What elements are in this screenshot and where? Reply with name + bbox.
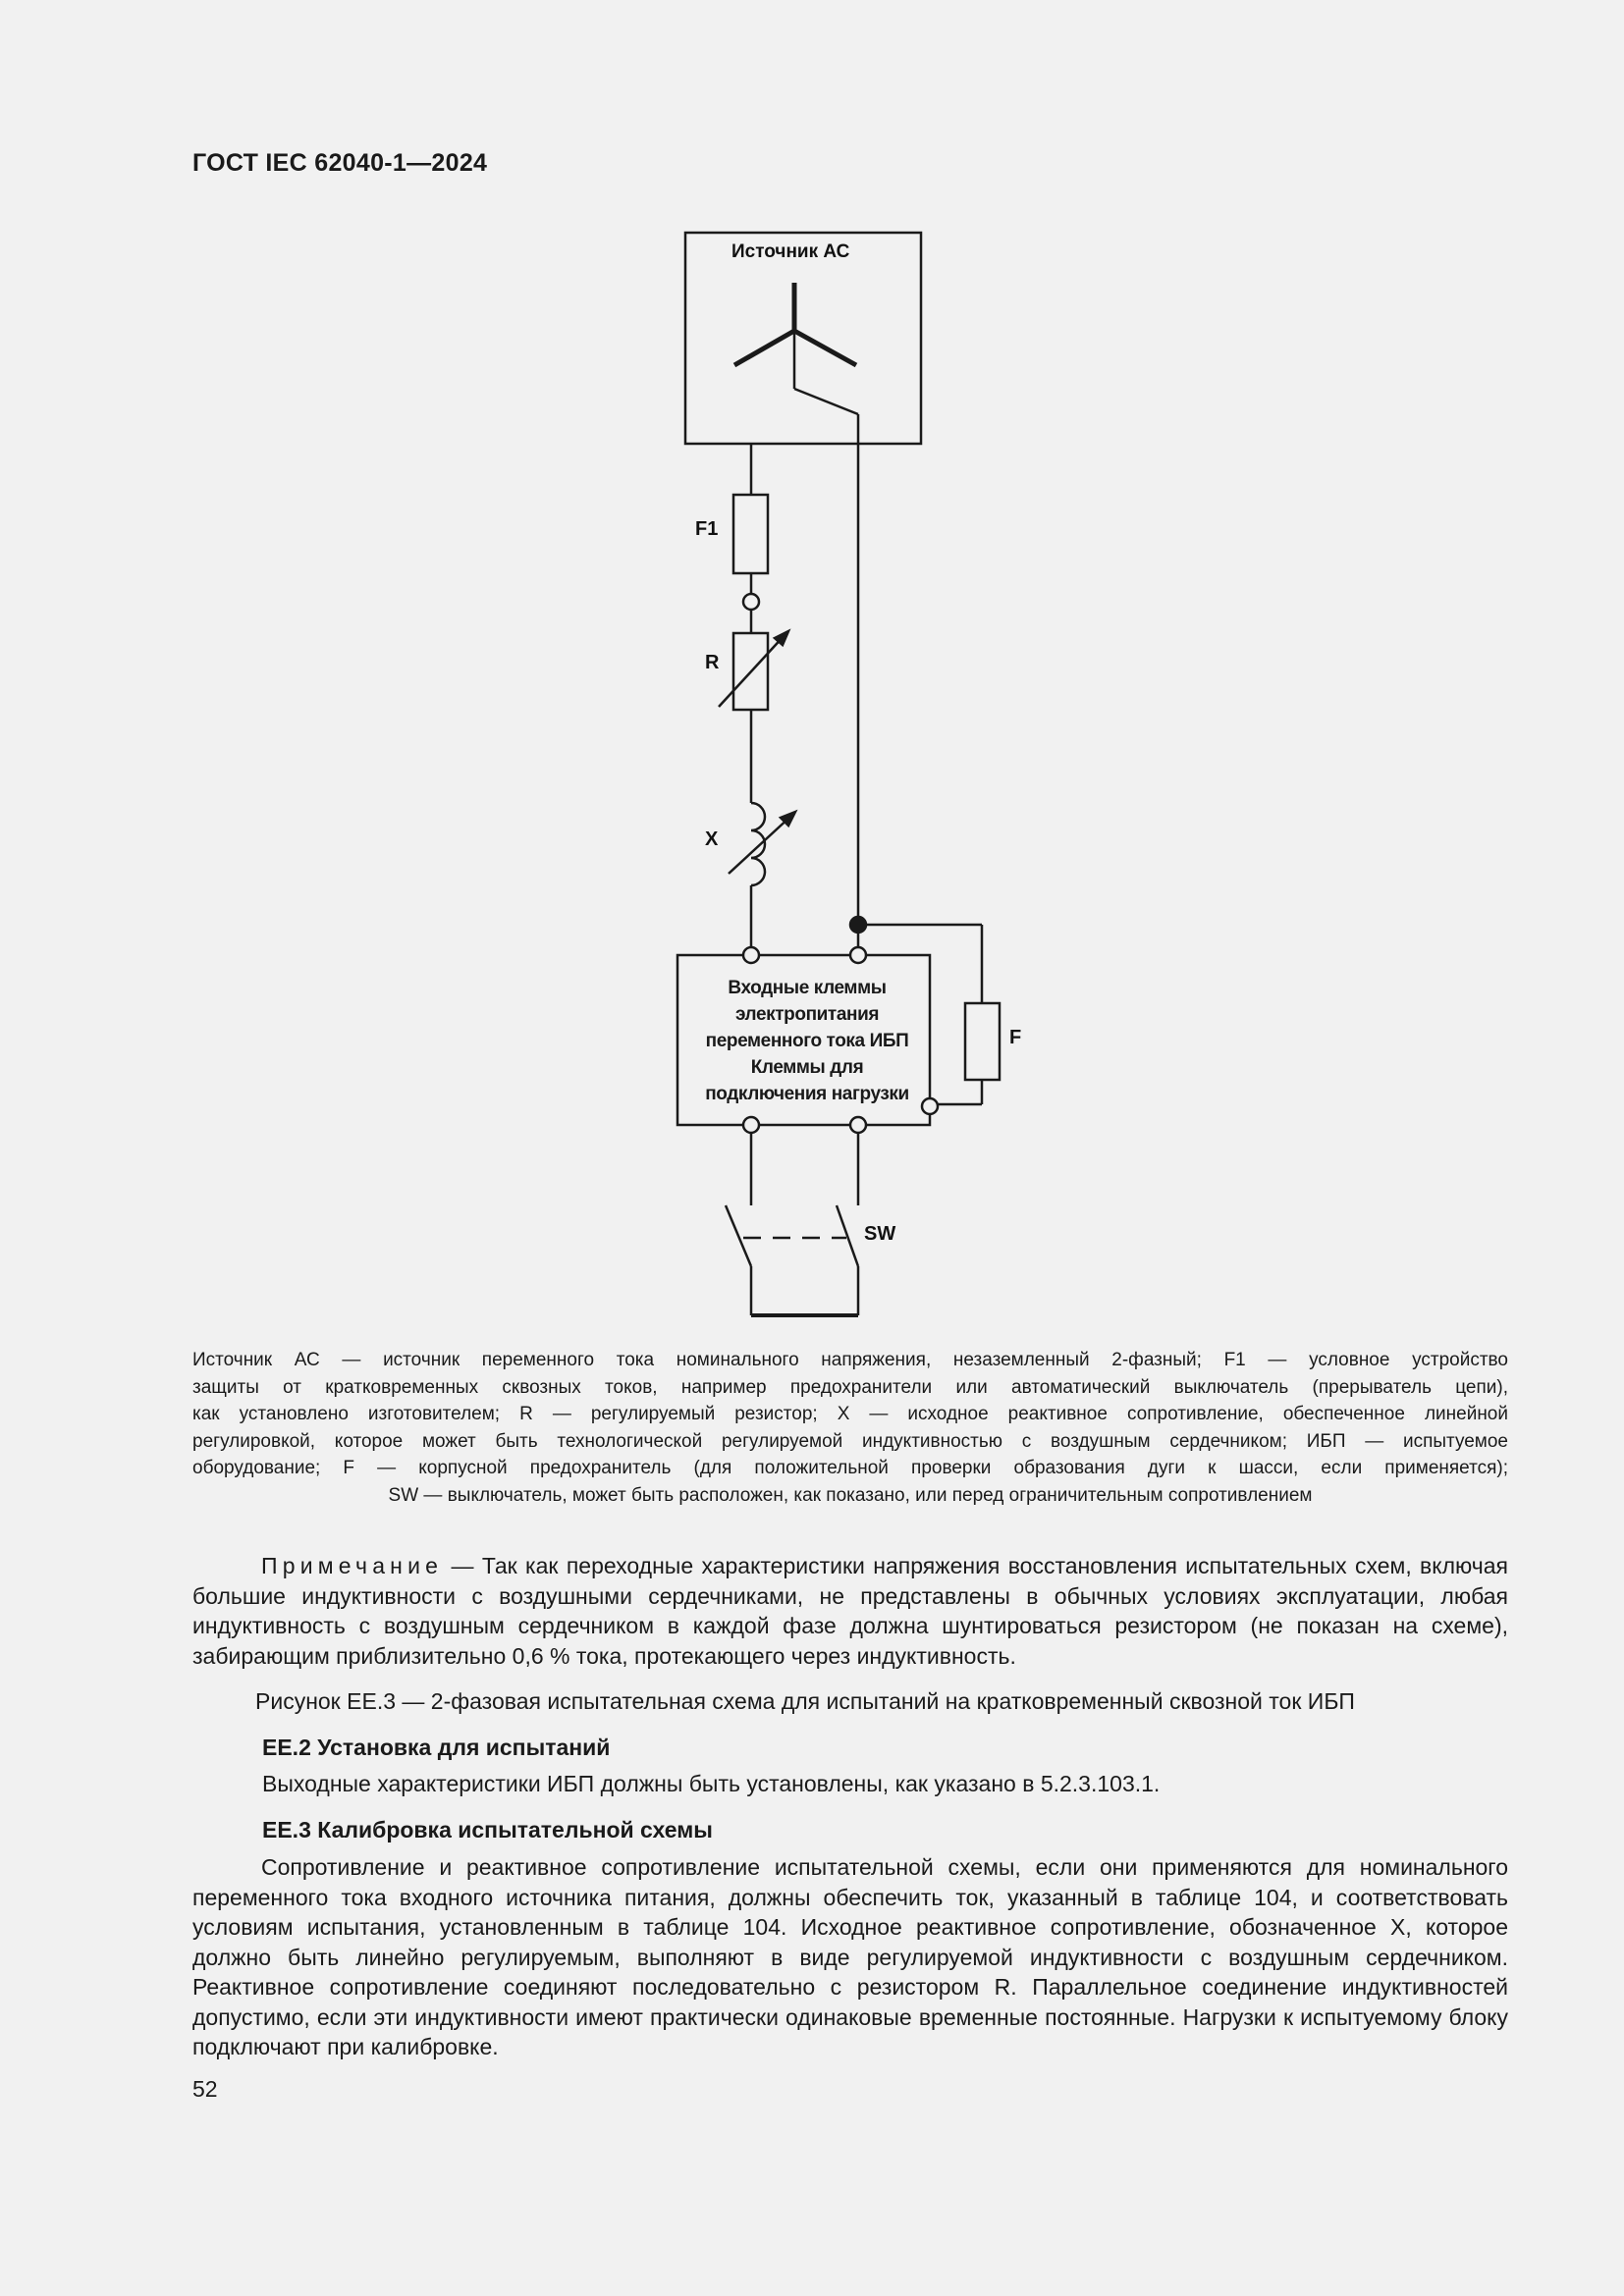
fuse-f1	[733, 495, 768, 573]
ups-box-line: Клеммы для	[750, 1057, 864, 1078]
source-right-lead	[794, 389, 858, 414]
legend-line: как установлено изготовителем; R — регулируемый резистор; X — исходное реактивное сопротивление, обеспеченное линейной	[192, 1404, 1508, 1424]
terminal-f1-r	[743, 594, 759, 610]
figure-note	[192, 1551, 1508, 1671]
terminal-input-left	[743, 947, 759, 963]
section-ee3-heading: ЕЕ.3 Калибровка испытательной схемы	[262, 1817, 713, 1842]
r-label: R	[705, 652, 720, 673]
figure-caption: Рисунок ЕЕ.3 — 2-фазовая испытательная схема для испытаний на кратковременный сквозной ток ИБП	[255, 1688, 1355, 1714]
legend-line: Источник АС — источник переменного тока номинального напряжения, незаземленный 2-фазный; F1 — условное устройство	[192, 1350, 1508, 1370]
ac-source-label: Источник АС	[731, 241, 850, 262]
legend-line: оборудование; F — корпусной предохранитель (для положительной проверки образования дуги к шасси, если применяется);	[192, 1458, 1508, 1478]
ups-box-text	[678, 975, 936, 1107]
ups-box-line: подключения нагрузки	[705, 1084, 909, 1104]
sw-label: SW	[864, 1223, 896, 1245]
ups-box-line: Входные клеммы	[728, 978, 887, 998]
terminal-input-right	[850, 947, 866, 963]
fuse-f	[965, 1003, 1000, 1080]
x-label: X	[705, 828, 719, 850]
terminal-output-right	[850, 1117, 866, 1133]
inductor-x	[751, 803, 765, 885]
note-text: — Так как переходные характеристики напряжения восстановления испытательных схем, включая большие индуктивности с воздушными сердечниками, не представлены в обычных условиях эксплуатации, любая индуктивность с воздушным сердечником в каждой фазе должна шунтироваться резистором (не показан на схеме), забирающим приблизительно 0,6 % тока, протекающего через индуктивность.	[192, 1553, 1508, 1669]
ups-box-line: электропитания	[734, 1004, 880, 1025]
terminal-output-left	[743, 1117, 759, 1133]
figure-legend	[192, 1347, 1508, 1509]
legend-last-line: SW — выключатель, может быть расположен, как показано, или перед ограничительным сопротивлением	[388, 1484, 1313, 1506]
section-ee2-text: Выходные характеристики ИБП должны быть установлены, как указано в 5.2.3.103.1.	[262, 1771, 1161, 1796]
inductor-adjust-arrow	[729, 816, 791, 874]
section-ee3-text: Сопротивление и реактивное сопротивление испытательной схемы, если они применяются для номинального переменного тока входного источника питания, должны обеспечить ток, указанный в таблице 104, и соответствовать условиям испытания, установленным в таблице 104. Исходное реактивное сопротивление, обозначенное X, которое должно быть линейно регулируемым, выполняют в виде регулируемой индуктивности с воздушным сердечником. Реактивное сопротивление соединяют последовательно с резистором R. Параллельное соединение индуктивностей допустимо, если эти индуктивности имеют практически одинаковые временные постоянные. Нагрузки к испытуемому блоку подключают при калибровке.	[192, 1854, 1508, 2059]
ups-box-line: переменного тока ИБП	[705, 1031, 909, 1051]
switch-blade-left	[726, 1205, 751, 1266]
section-ee3-body	[192, 1852, 1508, 2062]
f-label: F	[1009, 1027, 1022, 1048]
f1-label: F1	[695, 518, 719, 540]
note-lead: Примечание	[261, 1553, 444, 1578]
page-number: 52	[192, 2076, 218, 2102]
star-left-arm	[734, 331, 794, 365]
section-ee2-heading: ЕЕ.2 Установка для испытаний	[262, 1735, 611, 1760]
legend-line: регулировкой, которое может быть технологической регулируемой индуктивностью с воздушным сердечником; ИБП — испытуемое	[192, 1430, 1508, 1452]
star-right-arm	[794, 331, 856, 365]
document-header: ГОСТ IEC 62040-1—2024	[192, 149, 488, 177]
legend-line: защиты от кратковременных сквозных токов, например предохранители или автоматический выключатель (прерыватель цепи),	[192, 1376, 1508, 1398]
switch-blade-right	[837, 1205, 858, 1266]
